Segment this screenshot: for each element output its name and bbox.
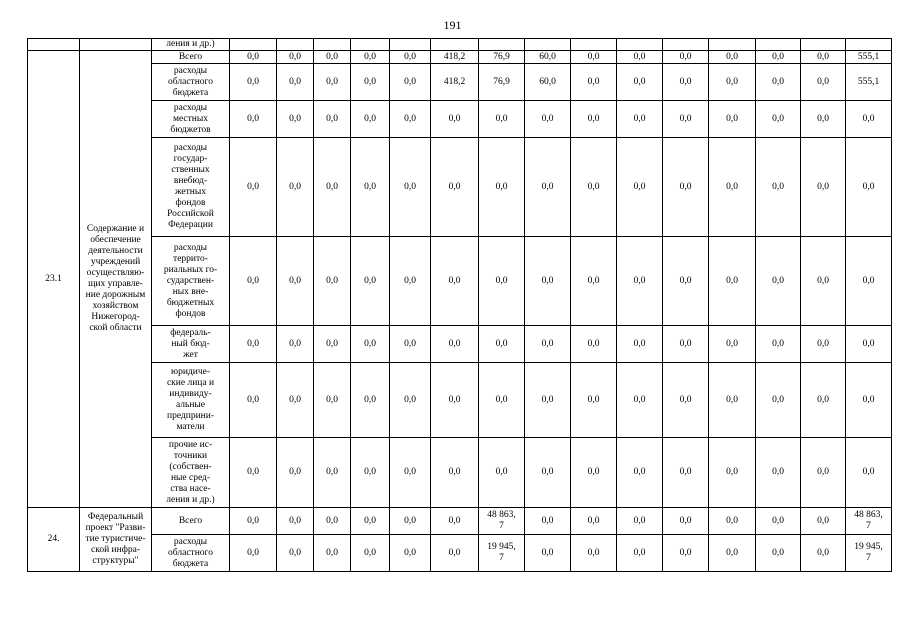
value-cell: 0,0: [525, 326, 571, 363]
value-cell: [709, 39, 756, 51]
value-cell: 0,0: [756, 138, 801, 237]
value-cell: 0,0: [277, 237, 314, 326]
budget-table: [27, 38, 892, 572]
value-cell: 0,0: [431, 508, 479, 535]
value-cell: [230, 39, 277, 51]
empty-cell: [28, 39, 80, 51]
value-cell: 0,0: [709, 326, 756, 363]
value-cell: 0,0: [277, 508, 314, 535]
table-row: [28, 39, 892, 51]
value-cell: 0,0: [277, 101, 314, 138]
value-cell: 0,0: [351, 326, 390, 363]
value-cell: 0,0: [230, 64, 277, 101]
table-row: [28, 64, 892, 101]
value-cell: 0,0: [663, 138, 709, 237]
value-cell: 0,0: [756, 508, 801, 535]
value-cell: 0,0: [230, 51, 277, 64]
value-cell: 0,0: [314, 535, 351, 572]
value-cell: 0,0: [709, 535, 756, 572]
value-cell: 0,0: [390, 51, 431, 64]
value-cell: 0,0: [479, 363, 525, 438]
value-cell: 0,0: [431, 101, 479, 138]
value-cell: 19 945, 7: [846, 535, 892, 572]
value-cell: 0,0: [571, 535, 617, 572]
value-cell: 0,0: [390, 64, 431, 101]
value-cell: 0,0: [351, 138, 390, 237]
value-cell: 0,0: [617, 138, 663, 237]
value-cell: 0,0: [314, 237, 351, 326]
empty-cell: [80, 39, 152, 51]
measure-title: Федеральный проект "Разви- тие туристиче- ской инфра- структуры": [80, 508, 152, 572]
value-cell: 0,0: [431, 326, 479, 363]
value-cell: 0,0: [390, 508, 431, 535]
table-row: [28, 51, 892, 64]
value-cell: 0,0: [277, 363, 314, 438]
table-row: [28, 508, 892, 535]
value-cell: 418,2: [431, 64, 479, 101]
value-cell: 0,0: [617, 51, 663, 64]
value-cell: 0,0: [801, 101, 846, 138]
value-cell: 0,0: [709, 237, 756, 326]
value-cell: 0,0: [390, 237, 431, 326]
table-row: [28, 237, 892, 326]
value-cell: 0,0: [390, 535, 431, 572]
value-cell: 60,0: [525, 64, 571, 101]
value-cell: 0,0: [230, 237, 277, 326]
value-cell: 0,0: [314, 508, 351, 535]
value-cell: 0,0: [801, 138, 846, 237]
value-cell: 0,0: [525, 237, 571, 326]
value-cell: 0,0: [230, 535, 277, 572]
value-cell: 0,0: [277, 326, 314, 363]
value-cell: 0,0: [756, 326, 801, 363]
measure-title: Содержание и обеспечение деятельности учреждений осуществляю- щих управле- ние дорожным хозяйством Нижегород- ской области: [80, 51, 152, 508]
value-cell: 0,0: [351, 508, 390, 535]
value-cell: [525, 39, 571, 51]
value-cell: 0,0: [617, 438, 663, 508]
value-cell: 0,0: [801, 535, 846, 572]
value-cell: 0,0: [230, 326, 277, 363]
value-cell: 0,0: [571, 438, 617, 508]
value-cell: 0,0: [756, 363, 801, 438]
value-cell: 0,0: [801, 51, 846, 64]
value-cell: 0,0: [709, 138, 756, 237]
value-cell: 0,0: [230, 101, 277, 138]
value-cell: 0,0: [846, 138, 892, 237]
value-cell: 60,0: [525, 51, 571, 64]
value-cell: 0,0: [525, 508, 571, 535]
value-cell: 0,0: [709, 363, 756, 438]
funding-source: расходы государ- ственных внебюд- жетных фондов Российской Федерации: [152, 138, 230, 237]
value-cell: 0,0: [390, 101, 431, 138]
value-cell: 19 945, 7: [479, 535, 525, 572]
funding-source: расходы областного бюджета: [152, 535, 230, 572]
value-cell: 0,0: [663, 237, 709, 326]
value-cell: 0,0: [314, 138, 351, 237]
value-cell: 0,0: [617, 101, 663, 138]
value-cell: 0,0: [801, 438, 846, 508]
value-cell: 0,0: [277, 138, 314, 237]
value-cell: 0,0: [351, 535, 390, 572]
value-cell: 0,0: [277, 535, 314, 572]
funding-source: федераль- ный бюд- жет: [152, 326, 230, 363]
value-cell: 0,0: [230, 508, 277, 535]
value-cell: 0,0: [571, 51, 617, 64]
value-cell: 0,0: [801, 508, 846, 535]
value-cell: 76,9: [479, 64, 525, 101]
page-number: 191: [443, 18, 462, 32]
value-cell: 0,0: [351, 438, 390, 508]
row-number: 24.: [28, 508, 80, 572]
value-cell: 0,0: [571, 508, 617, 535]
value-cell: 0,0: [314, 326, 351, 363]
value-cell: [663, 39, 709, 51]
value-cell: 0,0: [525, 535, 571, 572]
value-cell: 0,0: [351, 101, 390, 138]
value-cell: 0,0: [663, 101, 709, 138]
table-row: [28, 363, 892, 438]
value-cell: 0,0: [617, 363, 663, 438]
value-cell: 0,0: [479, 101, 525, 138]
funding-source: юридиче- ские лица и индивиду- альные предприни- матели: [152, 363, 230, 438]
value-cell: 0,0: [663, 535, 709, 572]
value-cell: 0,0: [314, 51, 351, 64]
value-cell: [617, 39, 663, 51]
value-cell: 0,0: [479, 237, 525, 326]
funding-source: расходы местных бюджетов: [152, 101, 230, 138]
value-cell: 0,0: [663, 438, 709, 508]
value-cell: 0,0: [709, 101, 756, 138]
value-cell: 0,0: [525, 101, 571, 138]
value-cell: 0,0: [709, 438, 756, 508]
value-cell: 0,0: [525, 363, 571, 438]
value-cell: 0,0: [479, 438, 525, 508]
funding-source: прочие ис- точники (собствен- ные сред- ства насе- ления и др.): [152, 438, 230, 508]
value-cell: 48 863, 7: [479, 508, 525, 535]
value-cell: 0,0: [390, 326, 431, 363]
table-row: [28, 138, 892, 237]
funding-source: расходы террито- риальных го- сударствен- ных вне- бюджетных фондов: [152, 237, 230, 326]
value-cell: 0,0: [846, 237, 892, 326]
value-cell: [314, 39, 351, 51]
value-cell: 0,0: [431, 438, 479, 508]
value-cell: 0,0: [756, 64, 801, 101]
value-cell: [571, 39, 617, 51]
value-cell: 0,0: [431, 138, 479, 237]
funding-source: Всего: [152, 51, 230, 64]
value-cell: 0,0: [431, 535, 479, 572]
value-cell: 0,0: [525, 138, 571, 237]
value-cell: 0,0: [571, 237, 617, 326]
value-cell: 0,0: [230, 363, 277, 438]
value-cell: [479, 39, 525, 51]
value-cell: 0,0: [571, 64, 617, 101]
value-cell: 0,0: [351, 51, 390, 64]
funding-source: расходы областного бюджета: [152, 64, 230, 101]
value-cell: 0,0: [479, 326, 525, 363]
value-cell: 0,0: [571, 326, 617, 363]
value-cell: 555,1: [846, 64, 892, 101]
value-cell: 0,0: [756, 237, 801, 326]
value-cell: 0,0: [617, 64, 663, 101]
value-cell: [756, 39, 801, 51]
value-cell: 0,0: [314, 64, 351, 101]
value-cell: 0,0: [390, 363, 431, 438]
value-cell: 0,0: [351, 363, 390, 438]
value-cell: 0,0: [390, 438, 431, 508]
value-cell: 0,0: [230, 138, 277, 237]
value-cell: 0,0: [314, 101, 351, 138]
value-cell: 0,0: [756, 535, 801, 572]
value-cell: 0,0: [663, 51, 709, 64]
value-cell: 0,0: [663, 363, 709, 438]
row-number: 23.1: [28, 51, 80, 508]
value-cell: 0,0: [801, 363, 846, 438]
value-cell: 0,0: [479, 138, 525, 237]
value-cell: 76,9: [479, 51, 525, 64]
value-cell: 0,0: [390, 138, 431, 237]
funding-source: ления и др.): [152, 39, 230, 51]
value-cell: 0,0: [277, 51, 314, 64]
value-cell: 0,0: [314, 363, 351, 438]
value-cell: 48 863, 7: [846, 508, 892, 535]
value-cell: 0,0: [617, 326, 663, 363]
value-cell: 0,0: [846, 363, 892, 438]
value-cell: 0,0: [571, 138, 617, 237]
value-cell: 0,0: [431, 237, 479, 326]
value-cell: [801, 39, 846, 51]
table-row: [28, 438, 892, 508]
value-cell: 0,0: [756, 101, 801, 138]
value-cell: 0,0: [277, 438, 314, 508]
table-row: [28, 535, 892, 572]
value-cell: 0,0: [277, 64, 314, 101]
value-cell: 0,0: [709, 51, 756, 64]
value-cell: 0,0: [230, 438, 277, 508]
value-cell: 0,0: [663, 64, 709, 101]
value-cell: 0,0: [709, 508, 756, 535]
value-cell: 0,0: [846, 438, 892, 508]
value-cell: 418,2: [431, 51, 479, 64]
value-cell: [390, 39, 431, 51]
table-body: [28, 39, 892, 572]
value-cell: 0,0: [663, 508, 709, 535]
value-cell: 0,0: [846, 326, 892, 363]
value-cell: 0,0: [756, 51, 801, 64]
funding-source: Всего: [152, 508, 230, 535]
value-cell: 0,0: [617, 535, 663, 572]
table-row: [28, 326, 892, 363]
value-cell: 0,0: [756, 438, 801, 508]
value-cell: 0,0: [314, 438, 351, 508]
value-cell: 0,0: [801, 64, 846, 101]
value-cell: 0,0: [525, 438, 571, 508]
value-cell: 555,1: [846, 51, 892, 64]
value-cell: 0,0: [617, 508, 663, 535]
value-cell: 0,0: [571, 363, 617, 438]
value-cell: 0,0: [571, 101, 617, 138]
value-cell: 0,0: [351, 237, 390, 326]
value-cell: 0,0: [663, 326, 709, 363]
value-cell: [351, 39, 390, 51]
value-cell: 0,0: [351, 64, 390, 101]
value-cell: 0,0: [617, 237, 663, 326]
value-cell: 0,0: [431, 363, 479, 438]
value-cell: 0,0: [846, 101, 892, 138]
value-cell: [846, 39, 892, 51]
value-cell: 0,0: [709, 64, 756, 101]
value-cell: [431, 39, 479, 51]
value-cell: [277, 39, 314, 51]
value-cell: 0,0: [801, 326, 846, 363]
value-cell: 0,0: [801, 237, 846, 326]
table-row: [28, 101, 892, 138]
